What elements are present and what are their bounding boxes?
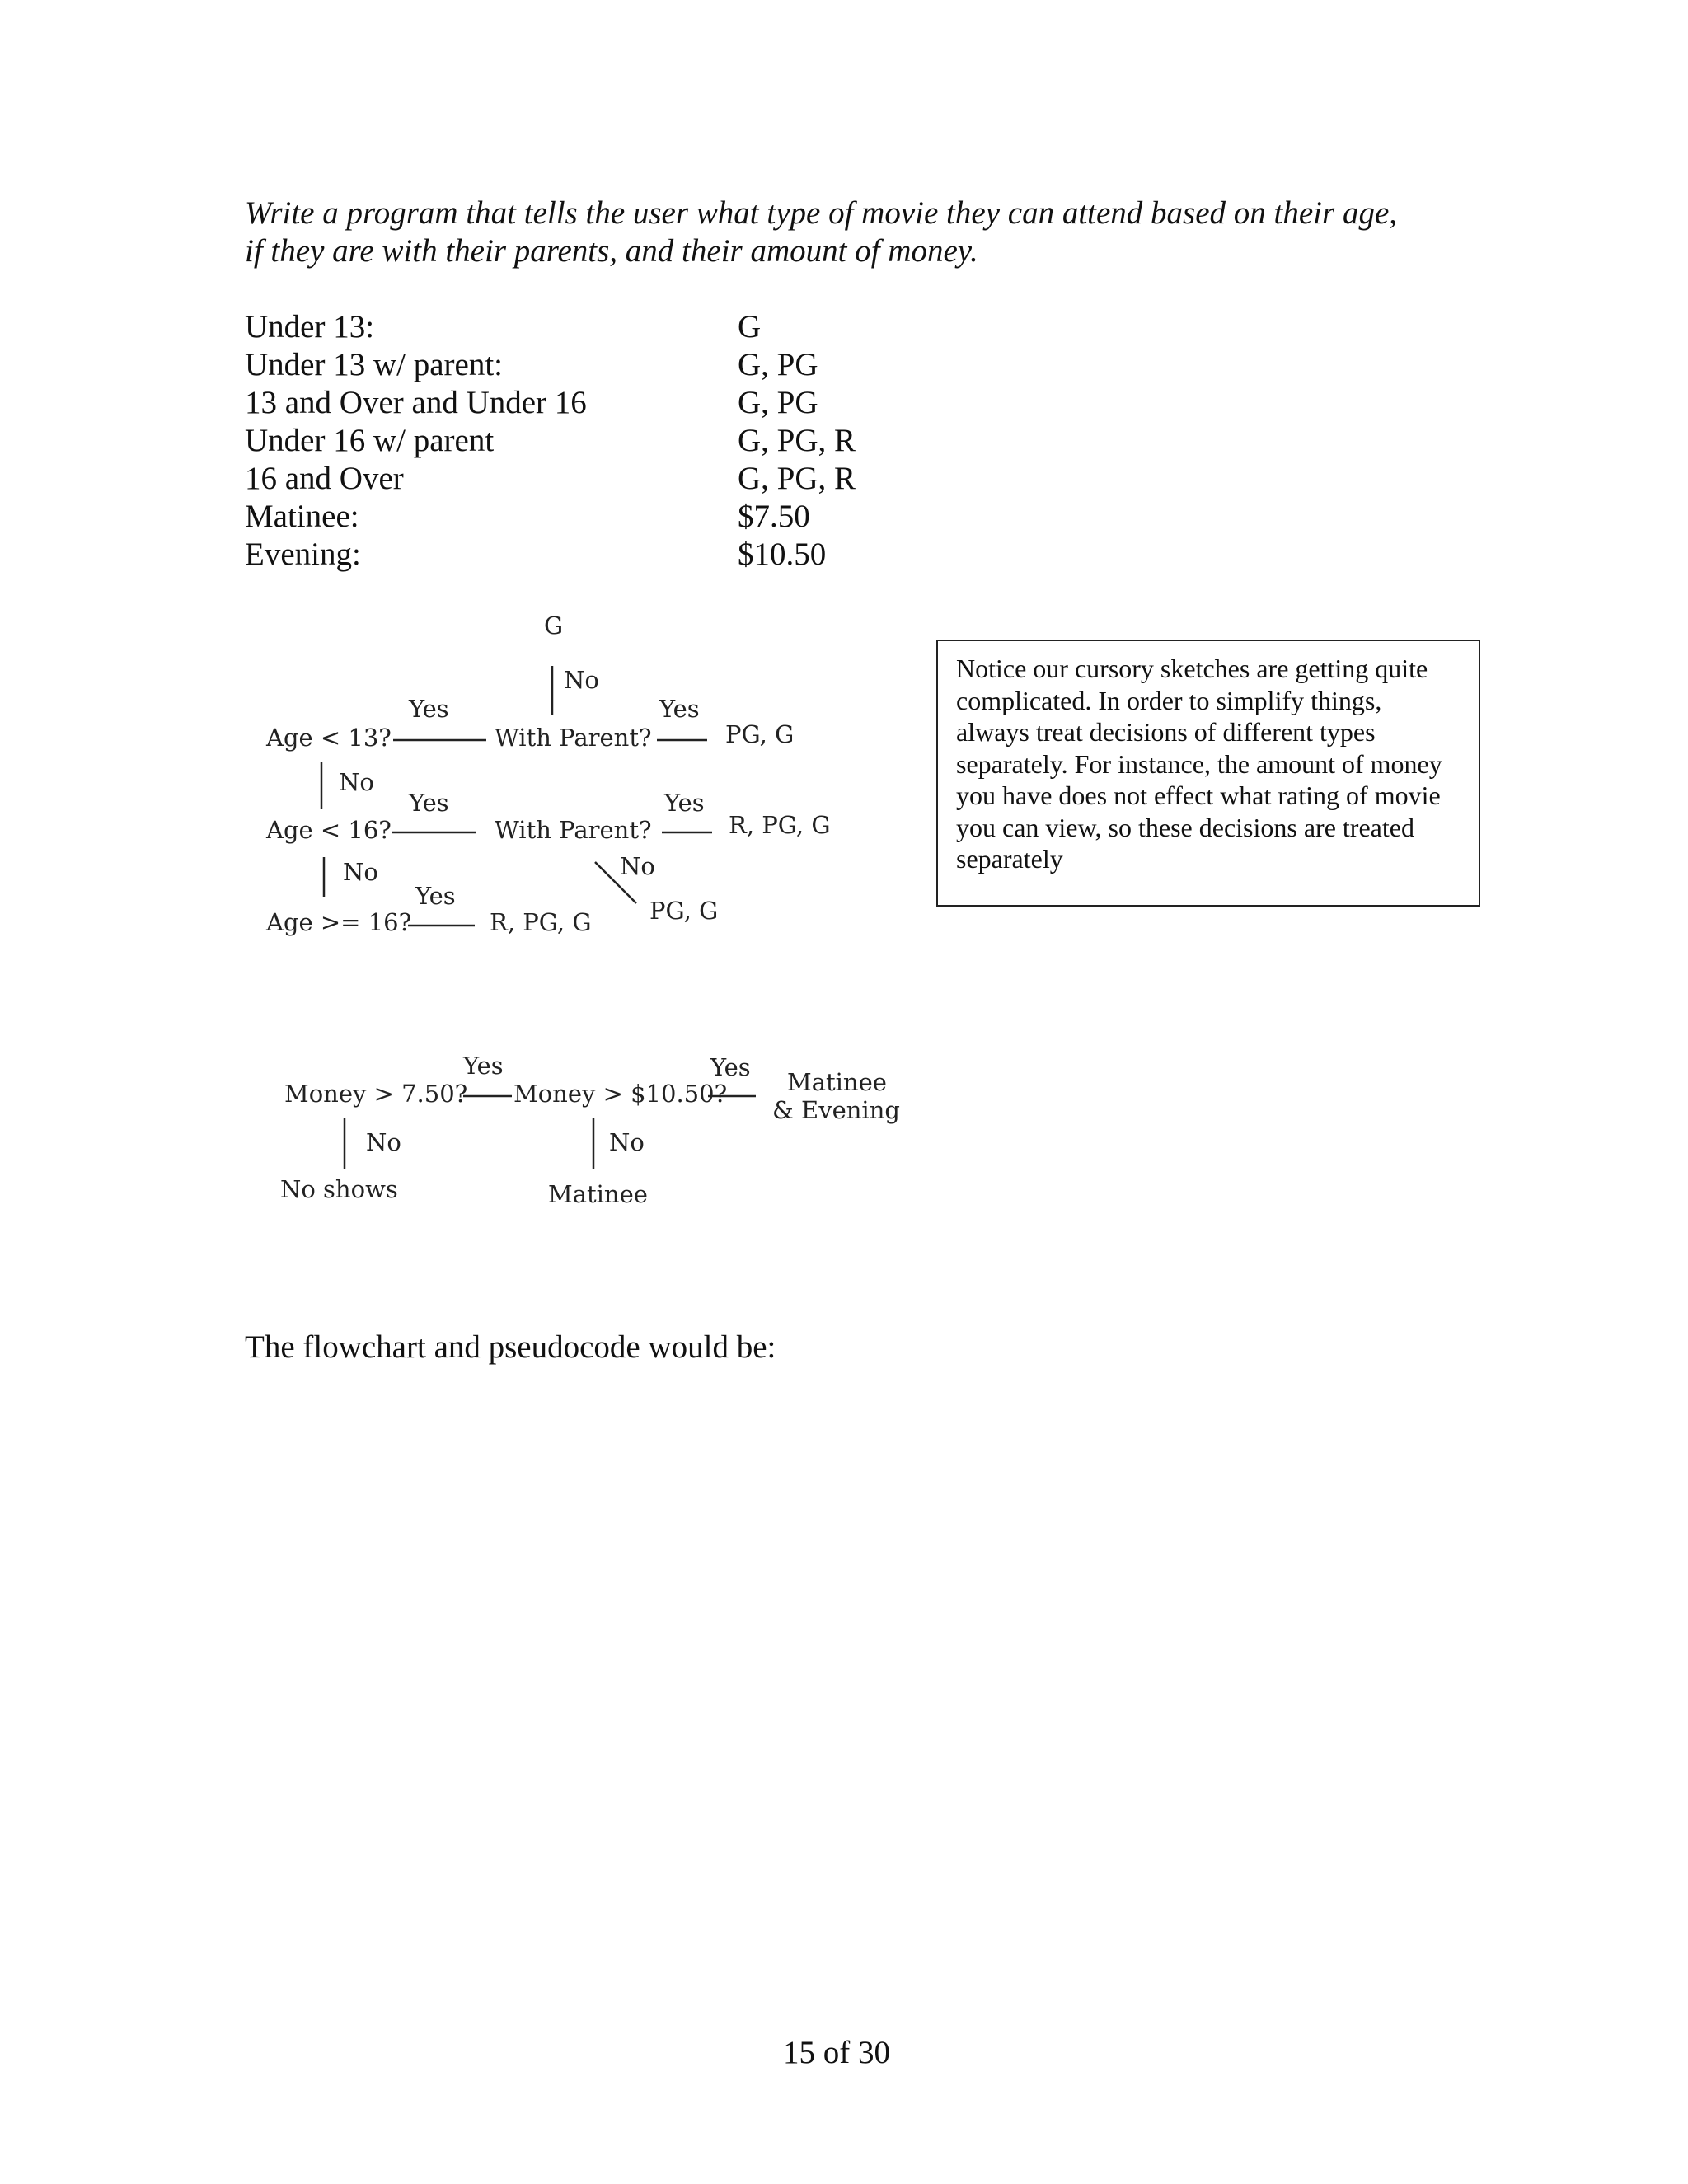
conclusion-text: The flowchart and pseudocode would be: xyxy=(245,1329,776,1365)
page-number: 15 of 30 xyxy=(783,2035,890,2070)
sketch1-no-label: No xyxy=(343,858,378,886)
sketch1-yes-label: Yes xyxy=(659,695,700,723)
sketch2-money-gt-1050: Money > $10.50? xyxy=(513,1080,728,1108)
sketch1-with-parent: With Parent? xyxy=(495,724,652,752)
sketch1-no-label: No xyxy=(564,666,599,694)
sketch1-no-diagonal-label: No xyxy=(620,852,655,880)
intro-line-2: if they are with their parents, and their amount of money. xyxy=(245,233,978,269)
sketch1-yes-label: Yes xyxy=(409,695,449,723)
table-value: G, PG, R xyxy=(738,461,856,496)
table-label: Evening: xyxy=(245,537,361,572)
sketch2-no-label: No xyxy=(609,1128,645,1156)
table-value: G, PG xyxy=(738,347,818,382)
table-value: G, PG, R xyxy=(738,423,856,458)
sketch1-result-g: G xyxy=(544,612,564,640)
sketch2-no-label: No xyxy=(366,1128,401,1156)
sketch1-age-lt-13: Age < 13? xyxy=(266,724,392,752)
sketch2-matinee: Matinee xyxy=(548,1180,648,1208)
note-box: Notice our cursory sketches are getting quite complicated. In order to simplify things, always treat decisions of different types separately. For instance, the amount of money you have does not effect what rating of movie you can view, so these decisions are treated separately xyxy=(936,640,1480,907)
table-label: Under 13: xyxy=(245,309,375,344)
sketch2-yes-label: Yes xyxy=(463,1052,504,1080)
sketch2-money-gt-750: Money > 7.50? xyxy=(284,1080,468,1108)
table-label: Under 13 w/ parent: xyxy=(245,347,503,382)
sketch1-yes-label: Yes xyxy=(415,882,456,910)
sketch2-no-shows: No shows xyxy=(280,1175,398,1203)
sketch2-yes-label: Yes xyxy=(710,1053,751,1081)
table-value: $10.50 xyxy=(738,537,827,572)
intro-line-1: Write a program that tells the user what type of movie they can attend based on their age, xyxy=(245,195,1398,231)
sketch1-with-parent: With Parent? xyxy=(495,816,652,844)
sketch1-result-pg-g: PG, G xyxy=(725,720,795,748)
sketch1-result-r-pg-g: R, PG, G xyxy=(490,908,592,936)
sketch1-age-ge-16: Age >= 16? xyxy=(266,908,412,936)
table-label: 13 and Over and Under 16 xyxy=(245,385,587,420)
sketch1-result-pg-g: PG, G xyxy=(649,897,719,925)
table-label: Matinee: xyxy=(245,499,359,534)
sketch1-yes-label: Yes xyxy=(664,789,705,817)
sketch2-matinee-evening: & Evening xyxy=(772,1096,900,1124)
table-value: G, PG xyxy=(738,385,818,420)
sketch2-matinee-evening: Matinee xyxy=(787,1068,887,1096)
table-label: 16 and Over xyxy=(245,461,404,496)
sketch1-yes-label: Yes xyxy=(409,789,449,817)
table-label: Under 16 w/ parent xyxy=(245,423,495,458)
table-value: G xyxy=(738,309,762,344)
table-value: $7.50 xyxy=(738,499,810,534)
sketch1-age-lt-16: Age < 16? xyxy=(266,816,392,844)
sketch1-no-label: No xyxy=(339,768,374,796)
sketch1-result-r-pg-g: R, PG, G xyxy=(729,811,831,839)
